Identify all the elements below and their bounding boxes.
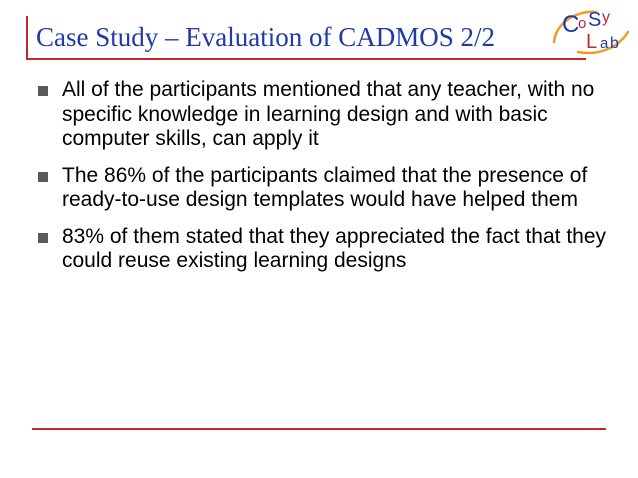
logo-letter-l: L [586,31,598,53]
bullet-text-2: The 86% of the participants claimed that the presence of ready-to-use design templates would have helped them [62,163,588,211]
logo-letter-b: b [610,35,619,52]
bullet-text-3: 83% of them stated that they appreciated the fact that they could reuse existing learning designs [62,224,607,272]
logo-letter-c: C [562,11,580,38]
bullet-text-1: All of the participants mentioned that any teacher, with no specific knowledge in learning design and with basic computer skills, can apply it [62,78,595,150]
bullet-square-icon [38,172,48,182]
logo-letter-a: a [600,35,609,52]
bullet-item-1 [36,78,606,152]
bullet-list [36,78,606,286]
cosylab-logo-icon [548,2,634,58]
bullet-item-2 [36,164,606,213]
logo-letter-o: o [578,15,587,32]
logo-letter-y: y [602,9,610,26]
logo-letter-s: S [588,9,602,31]
bullet-square-icon [38,233,48,243]
title-left-rule [26,16,28,60]
bullet-item-3 [36,225,606,274]
footer-rule [32,428,606,430]
bullet-square-icon [38,86,48,96]
title-underline [26,58,586,60]
slide-title: Case Study – Evaluation of CADMOS 2/2 [36,22,495,52]
